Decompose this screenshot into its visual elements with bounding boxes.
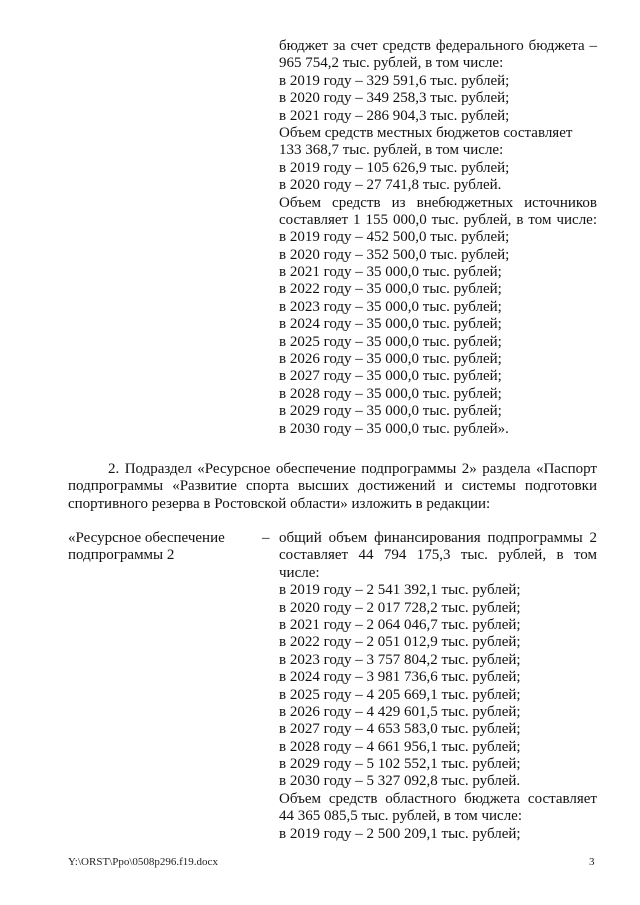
text-line: в 2019 году – 2 541 392,1 тыс. рублей; bbox=[279, 582, 521, 599]
text-line: в 2024 году – 35 000,0 тыс. рублей; bbox=[279, 316, 502, 333]
page-number: 3 bbox=[589, 856, 595, 868]
text-line: Объем средств областного бюджета составляет bbox=[279, 790, 597, 807]
text-line: в 2019 году – 329 591,6 тыс. рублей; bbox=[279, 72, 510, 89]
text-line: в 2021 году – 286 904,3 тыс. рублей; bbox=[279, 107, 510, 124]
text-line: Объем средств из внебюджетных источников bbox=[279, 194, 597, 211]
text-line: в 2025 году – 35 000,0 тыс. рублей; bbox=[279, 333, 502, 350]
funding-block-subprogram-2 bbox=[279, 530, 597, 843]
funding-block-continued bbox=[279, 38, 597, 438]
text-line: в 2029 году – 35 000,0 тыс. рублей; bbox=[279, 403, 502, 420]
text-line: в 2022 году – 2 051 012,9 тыс. рублей; bbox=[279, 634, 521, 651]
text-line: в 2026 году – 35 000,0 тыс. рублей; bbox=[279, 351, 502, 368]
text-line: в 2020 году – 2 017 728,2 тыс. рублей; bbox=[279, 599, 521, 616]
text-line: в 2021 году – 35 000,0 тыс. рублей; bbox=[279, 264, 502, 281]
text-line: в 2020 году – 352 500,0 тыс. рублей; bbox=[279, 246, 510, 263]
text-line: в 2023 году – 35 000,0 тыс. рублей; bbox=[279, 298, 502, 315]
text-line: в 2029 году – 5 102 552,1 тыс. рублей; bbox=[279, 756, 521, 773]
text-line: в 2019 году – 452 500,0 тыс. рублей; bbox=[279, 229, 510, 246]
text-line: в 2024 году – 3 981 736,6 тыс. рублей; bbox=[279, 669, 521, 686]
separator-dash: – bbox=[262, 530, 270, 546]
text-line: в 2027 году – 35 000,0 тыс. рублей; bbox=[279, 368, 502, 385]
footer-file-path: Y:\ORST\Ppo\0508p296.f19.docx bbox=[68, 856, 218, 868]
text-line: в 2025 году – 4 205 669,1 тыс. рублей; bbox=[279, 686, 521, 703]
text-line: в 2019 году – 2 500 209,1 тыс. рублей; bbox=[279, 825, 521, 842]
text-line: составляет 44 794 175,3 тыс. рублей, в том bbox=[279, 547, 597, 564]
paragraph-line: спортивного резерва в Ростовской области» изложить в редакции: bbox=[68, 495, 491, 512]
paragraph-line: 2. Подраздел «Ресурсное обеспечение подпрограммы 2» раздела «Паспорт bbox=[108, 461, 597, 477]
text-line: общий объем финансирования подпрограммы 2 bbox=[279, 530, 597, 546]
text-line: в 2028 году – 4 661 956,1 тыс. рублей; bbox=[279, 738, 521, 755]
text-line: в 2030 году – 5 327 092,8 тыс. рублей. bbox=[279, 773, 521, 790]
text-line: в 2021 году – 2 064 046,7 тыс. рублей; bbox=[279, 616, 521, 633]
text-line: в 2020 году – 27 741,8 тыс. рублей. bbox=[279, 177, 502, 194]
text-line: бюджет за счет средств федерального бюджета – bbox=[279, 38, 597, 54]
text-line: в 2030 году – 35 000,0 тыс. рублей». bbox=[279, 420, 509, 437]
text-line: 44 365 085,5 тыс. рублей, в том числе: bbox=[279, 808, 523, 825]
text-line: в 2020 году – 349 258,3 тыс. рублей; bbox=[279, 90, 510, 107]
text-line: в 2019 году – 105 626,9 тыс. рублей; bbox=[279, 159, 510, 176]
text-line: в 2028 году – 35 000,0 тыс. рублей; bbox=[279, 385, 502, 402]
text-line: составляет 1 155 000,0 тыс. рублей, в том числе: bbox=[279, 211, 597, 228]
amendment-paragraph bbox=[68, 461, 597, 513]
label-line: подпрограммы 2 bbox=[68, 547, 175, 564]
text-line: в 2023 году – 3 757 804,2 тыс. рублей; bbox=[279, 651, 521, 668]
text-line: в 2026 году – 4 429 601,5 тыс. рублей; bbox=[279, 703, 521, 720]
text-line: 965 754,2 тыс. рублей, в том числе: bbox=[279, 55, 504, 72]
text-line: в 2022 году – 35 000,0 тыс. рублей; bbox=[279, 281, 502, 298]
text-line: Объем средств местных бюджетов составляет bbox=[279, 124, 573, 141]
label-line: «Ресурсное обеспечение bbox=[68, 530, 225, 546]
text-line: 133 368,7 тыс. рублей, в том числе: bbox=[279, 142, 504, 159]
text-line: в 2027 году – 4 653 583,0 тыс. рублей; bbox=[279, 721, 521, 738]
text-line: числе: bbox=[279, 564, 320, 581]
paragraph-line: подпрограммы «Развитие спорта высших достижений и системы подготовки bbox=[68, 478, 597, 495]
resource-label bbox=[68, 530, 225, 565]
